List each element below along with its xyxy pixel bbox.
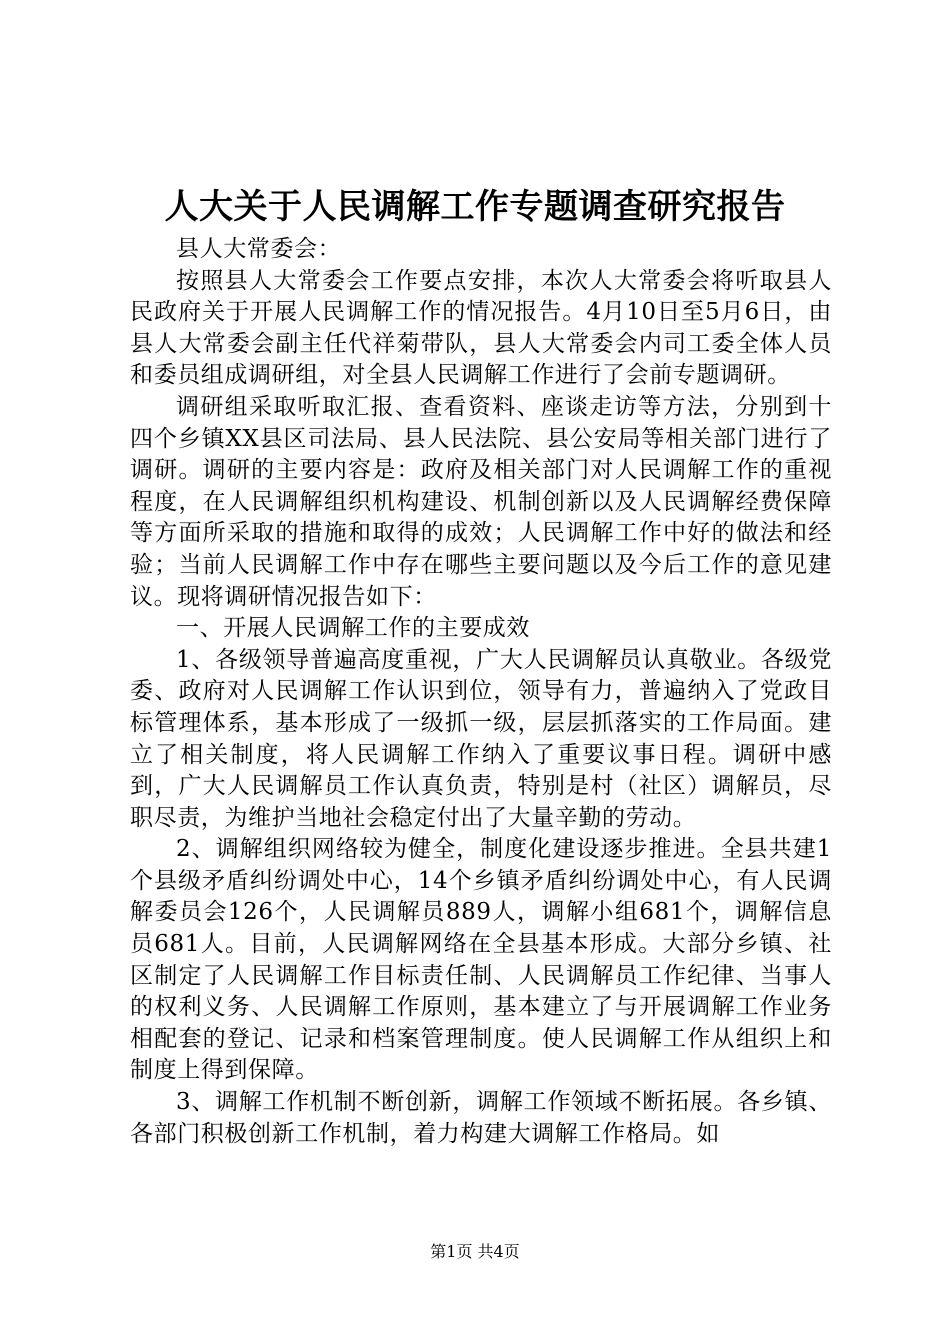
document-body xyxy=(130,234,832,1150)
paragraph-method: 调研组采取听取汇报、查看资料、座谈走访等方法，分别到十四个乡镇XX县区司法局、县人民法院、县公安局等相关部门进行了调研。调研的主要内容是：政府及相关部门对人民调解工作的重视程度，在人民调解组织机构建设、机制创新以及人民调解经费保障等方面所采取的措施和取得的成效；人民调解工作中好的做法和经验；当前人民调解工作中存在哪些主要问题以及今后工作的意见建议。现将调研情况报告如下： xyxy=(130,393,832,610)
page-number: 第1页 共4页 xyxy=(430,1242,520,1261)
document-title: 人大关于人民调解工作专题调查研究报告 xyxy=(164,187,786,227)
paragraph-intro: 按照县人大常委会工作要点安排，本次人大常委会将听取县人民政府关于开展人民调解工作的情况报告。4月10日至5月6日，由县人大常委会副主任代祥菊带队，县人大常委会内司工委全体人员和委员组成调研组，对全县人民调解工作进行了会前专题调研。 xyxy=(130,267,832,389)
paragraph-point-3: 3、调解工作机制不断创新，调解工作领域不断拓展。各乡镇、各部门积极创新工作机制，着力构建大调解工作格局。如 xyxy=(130,1089,832,1147)
salutation: 县人大常委会： xyxy=(176,236,342,262)
paragraph-point-1: 1、各级领导普遍高度重视，广大人民调解员认真敬业。各级党委、政府对人民调解工作认识到位，领导有力，普遍纳入了党政目标管理体系，基本形成了一级抓一级，层层抓落实的工作局面。建立了相关制度，将人民调解工作纳入了重要议事日程。调研中感到，广大人民调解员工作认真负责，特别是村（社区）调解员，尽职尽责，为维护当地社会稳定付出了大量辛勤的劳动。 xyxy=(130,646,832,831)
paragraph-point-2: 2、调解组织网络较为健全，制度化建设逐步推进。全县共建1个县级矛盾纠纷调处中心，14个乡镇矛盾纠纷调处中心，有人民调解委员会126个，人民调解员889人，调解小组681个，调解信息员681人。目前，人民调解网络在全县基本形成。大部分乡镇、社区制定了人民调解工作目标责任制、人民调解员工作纪律、当事人的权利义务、人民调解工作原则，基本建立了与开展调解工作业务相配套的登记、记录和档案管理制度。使人民调解工作从组织上和制度上得到保障。 xyxy=(130,836,832,1084)
section-heading: 一、开展人民调解工作的主要成效 xyxy=(176,615,530,642)
